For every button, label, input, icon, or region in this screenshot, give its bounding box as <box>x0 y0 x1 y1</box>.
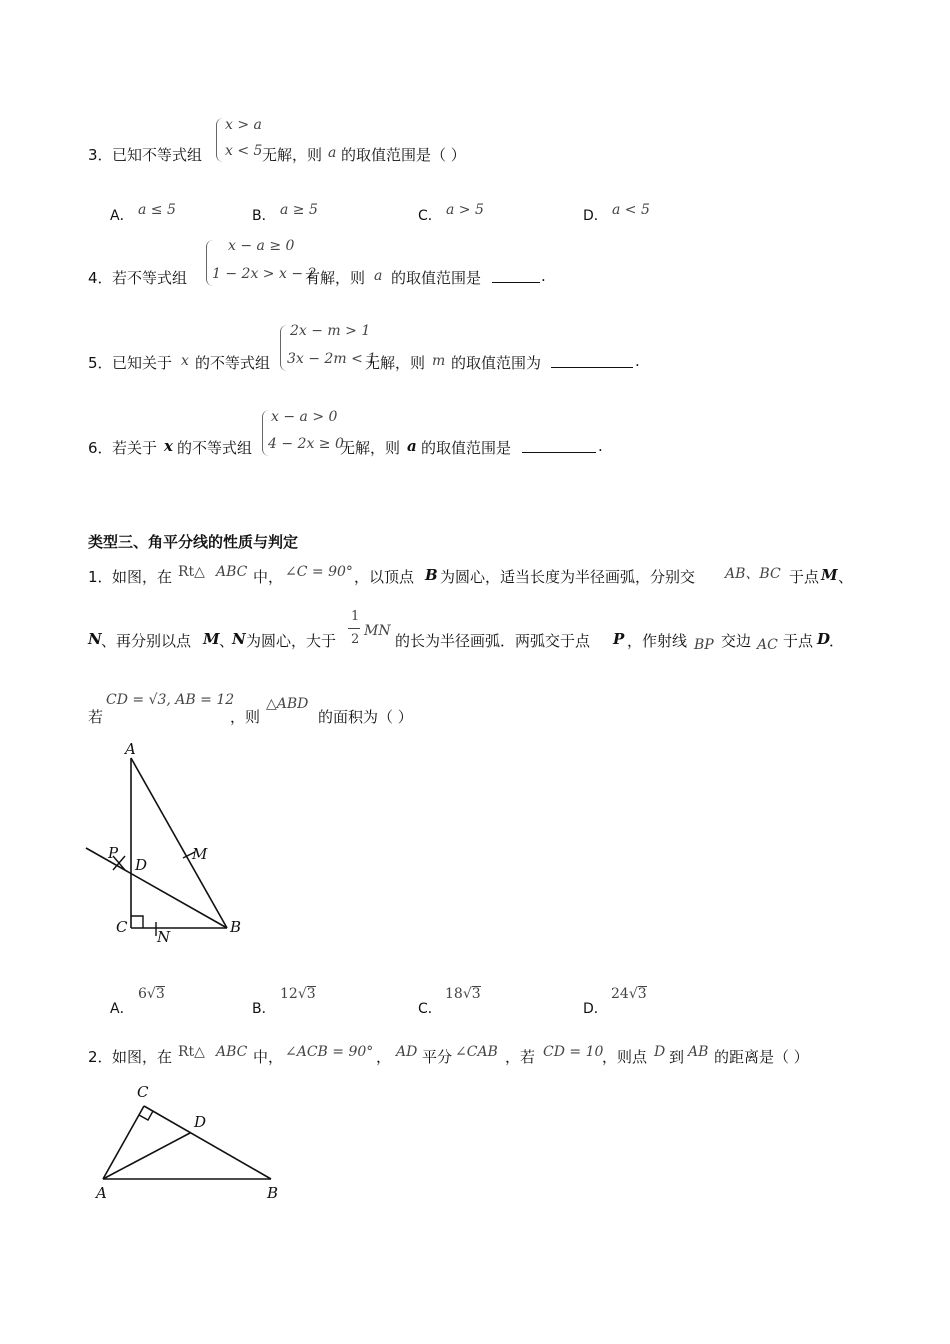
answer-blank[interactable] <box>522 438 596 453</box>
question-text: ，则 <box>230 708 261 726</box>
option-value[interactable]: a ≥ 5 <box>280 202 318 218</box>
coefficient: 6 <box>138 986 147 1002</box>
question-text: 若关于 <box>112 439 158 457</box>
math-ab: AB <box>688 1044 709 1060</box>
radicand: 3 <box>155 986 165 1002</box>
question-text: 于点 <box>783 632 814 650</box>
brace <box>216 118 223 162</box>
variable: m <box>432 353 446 369</box>
question-text: 若 <box>88 708 104 726</box>
question-text: ，以顶点 <box>354 568 415 586</box>
question-number: 2． <box>88 1048 113 1066</box>
label-c: C <box>137 1083 149 1101</box>
question-text: 已知关于 <box>112 354 173 372</box>
math-ray: BP <box>694 637 714 653</box>
option-value[interactable]: a > 5 <box>446 202 484 218</box>
math-cd: CD = 10 <box>543 1044 604 1060</box>
radicand: 3 <box>306 986 316 1002</box>
question-text: 于点 <box>789 568 820 586</box>
question-text: 无解，则 <box>365 354 426 372</box>
question-number: 6． <box>88 439 113 457</box>
math-ad: AD <box>396 1044 418 1060</box>
question-text: 、 <box>219 632 235 650</box>
question-text: 的距离是（ ） <box>714 1048 809 1066</box>
period: . <box>541 267 546 285</box>
option-value[interactable]: a ≤ 5 <box>138 202 176 218</box>
label-n: N <box>157 928 171 946</box>
question-number: 5． <box>88 354 113 372</box>
label-p: P <box>108 844 119 862</box>
system-line-1: x > a <box>225 117 262 133</box>
label-d: D <box>194 1113 207 1131</box>
question-text: 的取值范围是（ ） <box>341 146 466 164</box>
question-text: 的取值范围是 <box>421 439 512 457</box>
system-line-1: x − a ≥ 0 <box>228 238 295 254</box>
system-line-1: x − a > 0 <box>271 409 338 425</box>
system-line-2: 4 − 2x ≥ 0 <box>268 436 344 452</box>
answer-blank[interactable] <box>551 353 633 368</box>
option-value[interactable]: 12√3 <box>280 986 316 1002</box>
math-rt: Rt△ <box>178 1044 205 1060</box>
fraction-bar <box>348 628 360 629</box>
math-condition: CD = √3, AB = 12 <box>106 692 235 708</box>
question-text: ． <box>829 632 845 650</box>
fraction-denominator: 2 <box>351 632 360 647</box>
math-point: D <box>654 1044 666 1060</box>
option-label[interactable]: B． <box>252 1001 276 1017</box>
radicand: 3 <box>471 986 481 1002</box>
label-a: A <box>96 1184 107 1202</box>
math-side: AC <box>757 637 778 653</box>
system-line-2: 3x − 2m < 1 <box>287 351 377 367</box>
question-text: 的取值范围是 <box>391 269 482 287</box>
math-rt: Rt△ <box>178 564 205 580</box>
point-label: M <box>203 630 220 648</box>
question-text: ，则点 <box>602 1048 648 1066</box>
option-label[interactable]: C． <box>418 1001 442 1017</box>
question-text: 有解，则 <box>305 269 366 287</box>
question-text: 中， <box>253 568 284 586</box>
option-label[interactable]: C． <box>418 208 442 224</box>
point-label: P <box>613 630 625 648</box>
right-angle-mark <box>131 916 143 928</box>
answer-blank[interactable] <box>492 268 540 283</box>
segment-cb <box>144 1106 271 1179</box>
system-line-2: x < 5 <box>225 143 263 159</box>
variable: x <box>181 353 189 369</box>
question-text: 已知不等式组 <box>112 146 203 164</box>
section-heading: 类型三、角平分线的性质与判定 <box>88 533 299 551</box>
question-text: 的不等式组 <box>177 439 253 457</box>
question-text: 平分 <box>422 1048 453 1066</box>
figure-triangle-abc-1 <box>80 740 280 950</box>
question-text: 若不等式组 <box>112 269 188 287</box>
math-abc: ABC <box>216 564 248 580</box>
question-text: 无解，则 <box>340 439 401 457</box>
label-d: D <box>135 856 148 874</box>
question-text: 的长为半径画弧．两弧交于点 <box>395 632 591 650</box>
math-abc: ABC <box>216 1044 248 1060</box>
point-label: M <box>821 566 838 584</box>
point-label: N <box>88 630 102 648</box>
option-value[interactable]: 6√3 <box>138 986 165 1002</box>
label-b: B <box>267 1184 279 1202</box>
question-number: 4． <box>88 269 113 287</box>
question-text: 到 <box>669 1048 685 1066</box>
math-mn: MN <box>364 623 391 639</box>
question-text: 无解，则 <box>262 146 323 164</box>
point-label: N <box>232 630 246 648</box>
math-segments: AB、BC <box>725 566 781 582</box>
question-text: 中， <box>253 1048 284 1066</box>
question-number: 3． <box>88 146 113 164</box>
fraction-numerator: 1 <box>351 609 360 624</box>
coefficient: 24 <box>611 986 629 1002</box>
period: . <box>598 437 603 455</box>
question-text: 交边 <box>721 632 752 650</box>
period: . <box>635 352 640 370</box>
coefficient: 18 <box>445 986 463 1002</box>
variable: a <box>328 145 337 161</box>
point-label: D <box>817 630 831 648</box>
label-a: A <box>125 740 136 758</box>
segment-ab <box>131 758 227 928</box>
math-angle-cab: ∠CAB <box>455 1044 498 1060</box>
option-label[interactable]: D． <box>583 1001 608 1017</box>
math-angle: ∠ACB = 90° <box>285 1044 374 1060</box>
question-text: ， <box>376 1048 392 1066</box>
question-text: 的面积为（ ） <box>318 708 413 726</box>
variable: a <box>374 268 383 284</box>
option-label[interactable]: A． <box>110 1001 134 1017</box>
option-label[interactable]: D． <box>583 208 608 224</box>
option-value[interactable]: 18√3 <box>445 986 481 1002</box>
question-text: ，若 <box>505 1048 536 1066</box>
label-b: B <box>230 918 242 936</box>
question-text: ，作射线 <box>627 632 688 650</box>
question-text: 的不等式组 <box>195 354 271 372</box>
radicand: 3 <box>637 986 647 1002</box>
variable: a <box>407 437 417 455</box>
figure-triangle-abc-2 <box>90 1078 310 1208</box>
question-text: 为圆心，大于 <box>246 632 337 650</box>
label-c: C <box>116 918 128 936</box>
question-text: 、再分别以点 <box>101 632 192 650</box>
point-label: B <box>425 566 438 584</box>
question-text: 、 <box>838 568 854 586</box>
option-label[interactable]: B． <box>252 208 276 224</box>
system-line-2: 1 − 2x > x − 2 <box>212 266 317 282</box>
variable: x <box>164 437 173 455</box>
question-text: 的取值范围为 <box>451 354 542 372</box>
question-text: 如图，在 <box>112 568 173 586</box>
option-value[interactable]: a < 5 <box>612 202 650 218</box>
option-value[interactable]: 24√3 <box>611 986 647 1002</box>
question-number: 1． <box>88 568 113 586</box>
system-line-1: 2x − m > 1 <box>290 323 371 339</box>
math-triangle: △ABD <box>266 696 309 712</box>
question-text: 如图，在 <box>112 1048 173 1066</box>
math-angle: ∠C = 90° <box>285 564 353 580</box>
coefficient: 12 <box>280 986 298 1002</box>
option-label[interactable]: A． <box>110 208 134 224</box>
label-m: M <box>192 845 208 863</box>
brace <box>280 325 287 371</box>
question-text: 为圆心，适当长度为半径画弧，分别交 <box>440 568 696 586</box>
